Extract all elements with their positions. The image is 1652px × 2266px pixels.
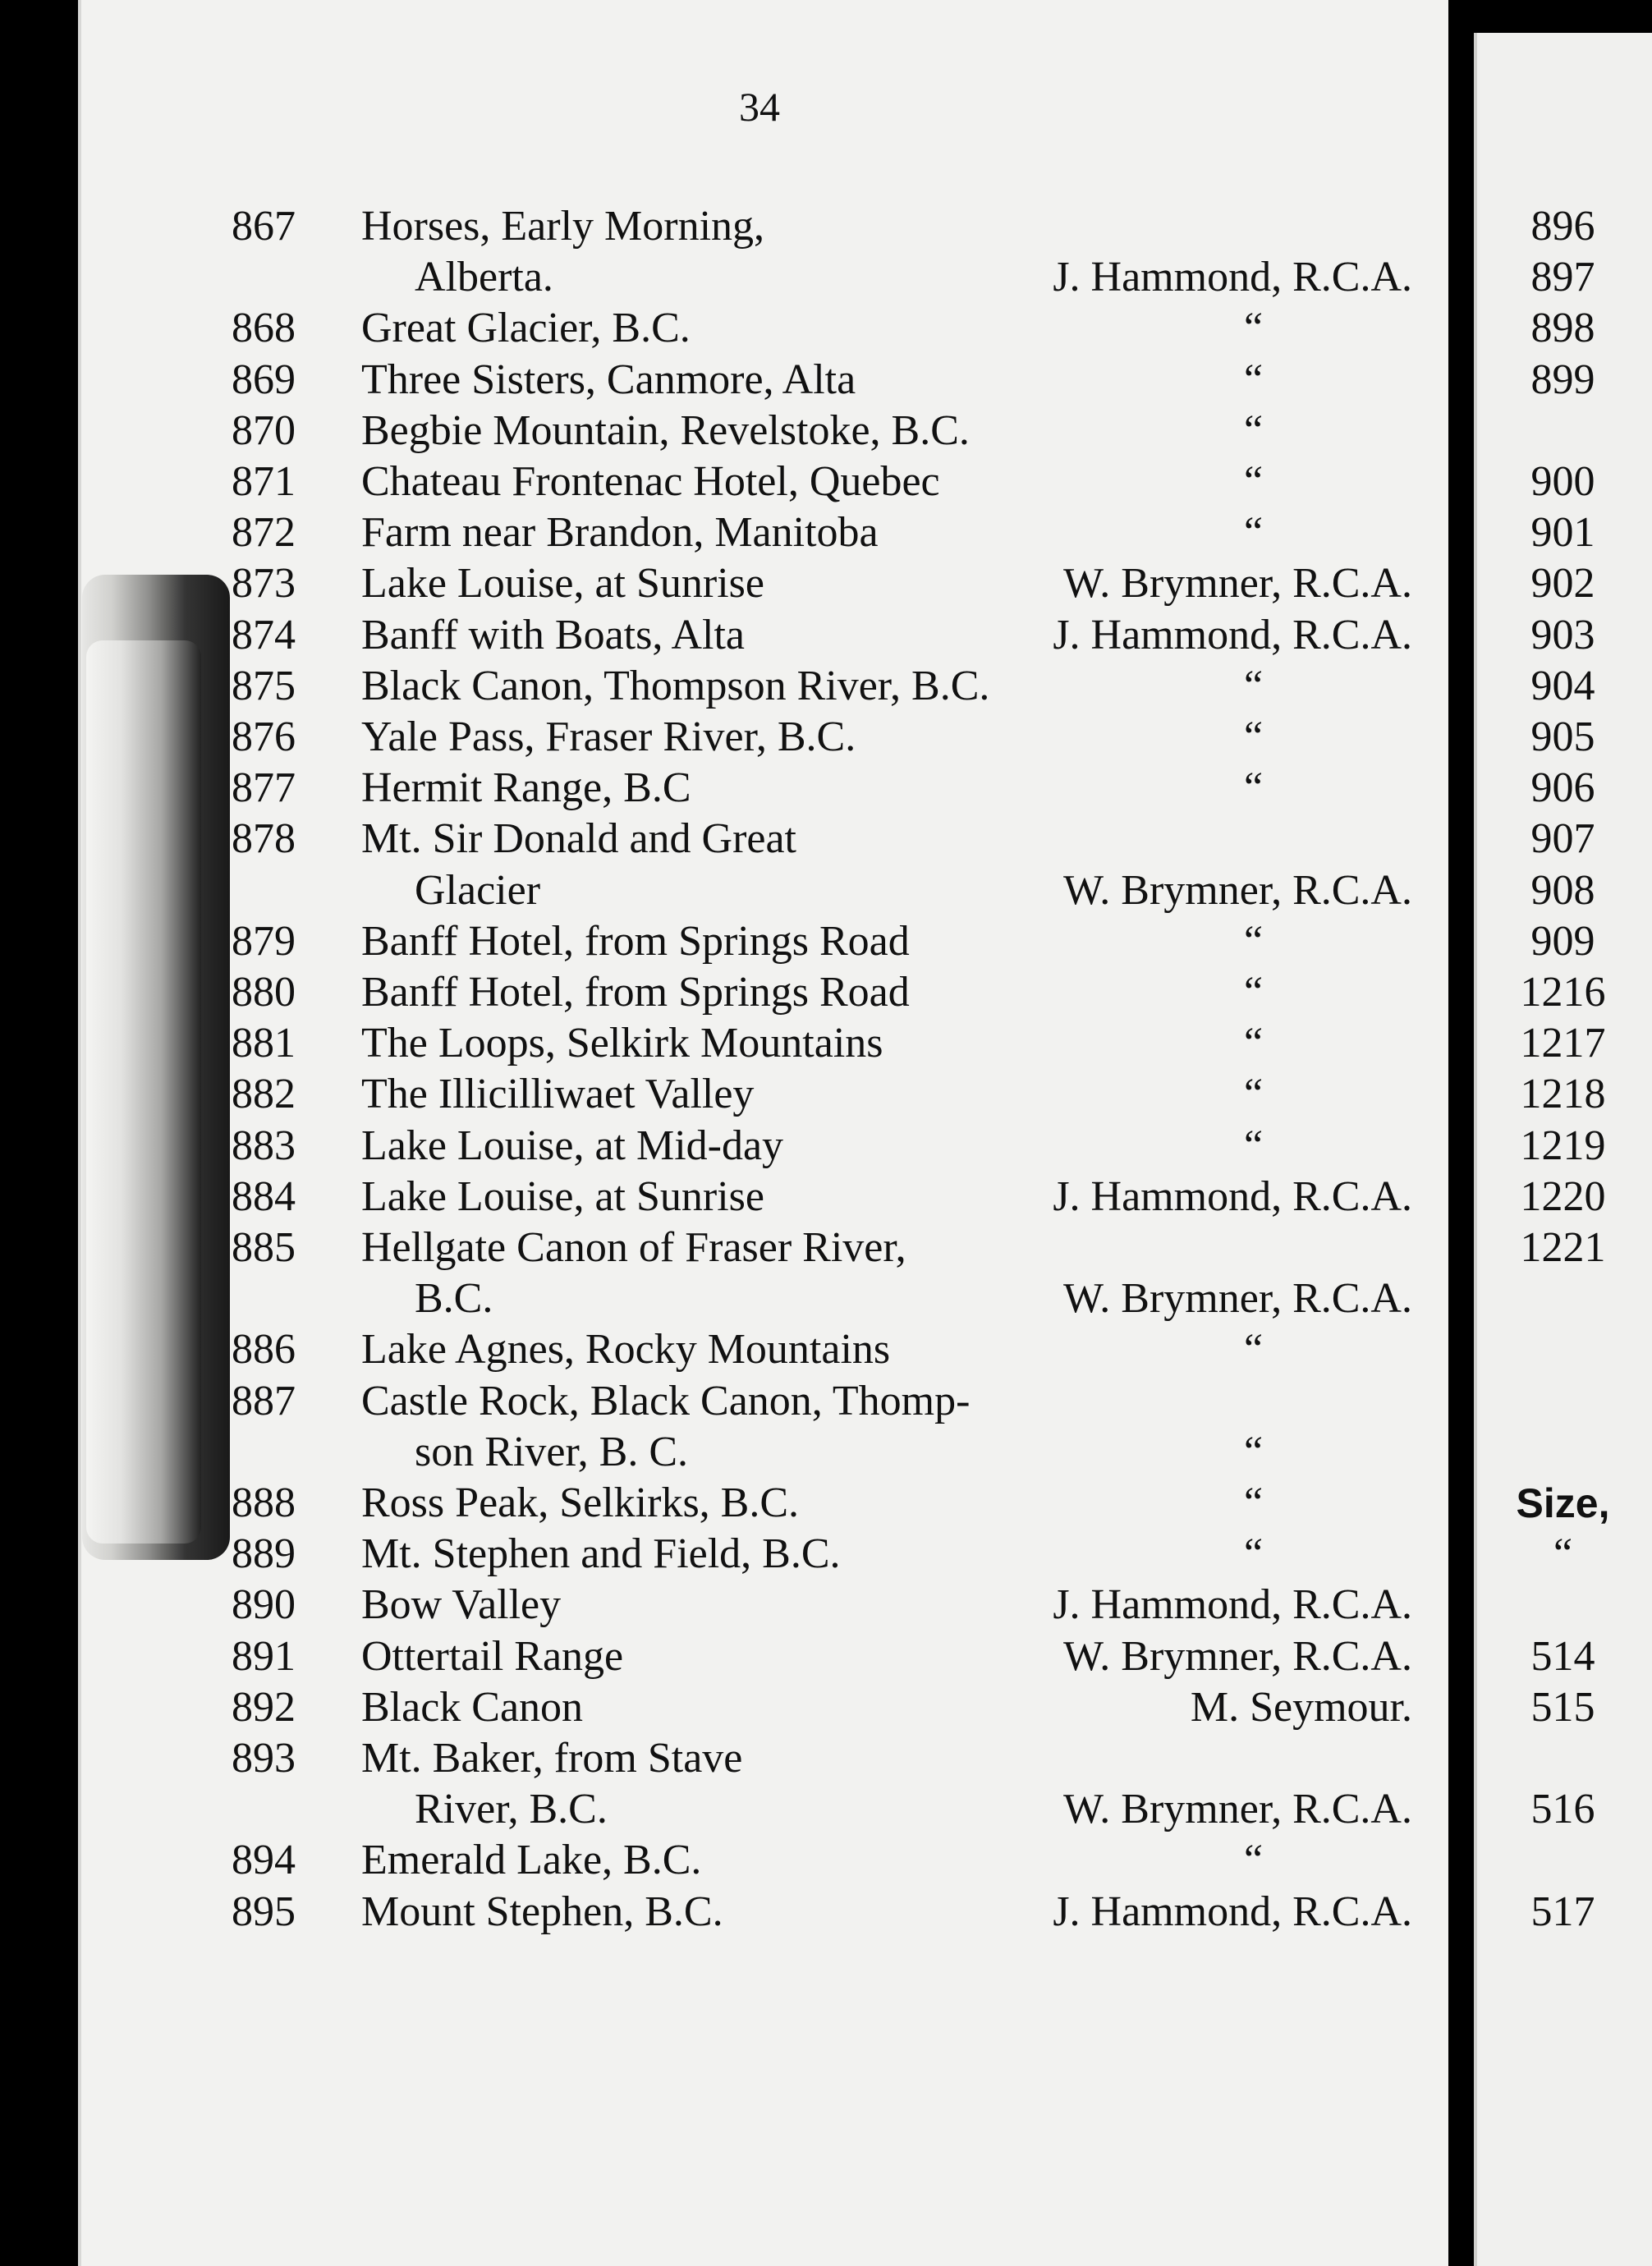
ditto-mark: “ <box>1244 713 1264 760</box>
right-size-heading: Size, <box>1516 1480 1610 1526</box>
entry-row <box>0 1784 1445 1835</box>
entry-artist: J. Hammond, R.C.A. <box>1053 611 1412 658</box>
ditto-mark: “ <box>1244 458 1264 505</box>
right-number <box>1474 1324 1652 1375</box>
entry-row <box>0 1529 1445 1580</box>
entry-number: 891 <box>232 1632 296 1680</box>
entry-row <box>0 1172 1445 1222</box>
ditto-mark: “ <box>1244 764 1264 812</box>
ditto-mark: “ <box>1244 1837 1264 1884</box>
entry-number: 895 <box>232 1888 296 1935</box>
ditto-mark: “ <box>1244 1326 1264 1374</box>
entry-artist: W. Brymner, R.C.A. <box>1063 1786 1412 1833</box>
entry-title: Hermit Range, B.C <box>361 764 691 812</box>
right-number <box>1474 1273 1652 1324</box>
entry-number: 894 <box>232 1837 296 1884</box>
entry-row <box>0 1682 1445 1733</box>
entry-artist: W. Brymner, R.C.A. <box>1063 560 1412 608</box>
entry-title: Mt. Baker, from Stave <box>361 1735 743 1782</box>
entry-title: Black Canon <box>361 1683 584 1731</box>
right-number: 517 <box>1530 1888 1595 1935</box>
ditto-mark: “ <box>1244 1479 1264 1526</box>
entry-number: 872 <box>232 509 296 557</box>
entry-number: 881 <box>232 1020 296 1067</box>
entry-title: B.C. <box>415 1275 493 1323</box>
entry-artist: M. Seymour. <box>1190 1683 1412 1731</box>
entry-artist: W. Brymner, R.C.A. <box>1063 866 1412 914</box>
entry-row <box>0 355 1445 406</box>
right-number: 903 <box>1530 611 1595 658</box>
entry-row <box>0 406 1445 456</box>
entry-title: The Loops, Selkirk Mountains <box>361 1020 883 1067</box>
entry-number: 867 <box>232 203 296 250</box>
entry-row <box>0 763 1445 814</box>
entry-title: Glacier <box>415 866 541 914</box>
entry-row <box>0 507 1445 558</box>
entry-number: 883 <box>232 1122 296 1169</box>
entry-title: son River, B. C. <box>415 1428 689 1475</box>
entry-title: Castle Rock, Black Canon, Thomp- <box>361 1377 971 1424</box>
entry-number: 884 <box>232 1172 296 1220</box>
ditto-mark: “ <box>1244 509 1264 557</box>
entry-row <box>0 1222 1445 1273</box>
entry-title: Begbie Mountain, Revelstoke, B.C. <box>361 406 970 454</box>
entry-number: 879 <box>232 917 296 965</box>
right-number: 907 <box>1530 815 1595 863</box>
entry-row <box>0 814 1445 865</box>
entry-row <box>0 967 1445 1018</box>
right-number <box>1474 1580 1652 1631</box>
ditto-mark: “ <box>1244 1530 1264 1578</box>
entry-row <box>0 456 1445 507</box>
entry-number: 893 <box>232 1735 296 1782</box>
entry-title: The Illicilliwaet Valley <box>361 1071 755 1118</box>
entry-artist: J. Hammond, R.C.A. <box>1053 1581 1412 1629</box>
entry-row <box>0 1478 1445 1529</box>
right-number: 909 <box>1530 917 1595 965</box>
right-number: 899 <box>1530 355 1595 403</box>
entry-number: 878 <box>232 815 296 863</box>
entry-number: 871 <box>232 458 296 505</box>
entry-title: Mt. Sir Donald and Great <box>361 815 797 863</box>
entry-title: Mt. Stephen and Field, B.C. <box>361 1530 841 1578</box>
entry-title: Hellgate Canon of Fraser River, <box>361 1224 906 1271</box>
right-number <box>1474 1427 1652 1478</box>
ditto-mark: “ <box>1244 969 1264 1016</box>
right-number: 1221 <box>1520 1224 1606 1271</box>
entry-title: Emerald Lake, B.C. <box>361 1837 702 1884</box>
entry-title: Ross Peak, Selkirks, B.C. <box>361 1479 800 1526</box>
entry-title: Great Glacier, B.C. <box>361 305 691 352</box>
entry-title: Lake Louise, at Sunrise <box>361 560 764 608</box>
entry-artist: J. Hammond, R.C.A. <box>1053 1888 1412 1935</box>
ditto-mark: “ <box>1244 1122 1264 1169</box>
entry-number: 874 <box>232 611 296 658</box>
entry-title: Three Sisters, Canmore, Alta <box>361 355 856 403</box>
entry-title: Horses, Early Morning, <box>361 203 765 250</box>
entry-row <box>0 303 1445 354</box>
right-number: 902 <box>1530 560 1595 608</box>
entry-title: Banff Hotel, from Springs Road <box>361 917 910 965</box>
entry-row <box>0 1887 1445 1938</box>
entry-row <box>0 712 1445 763</box>
entry-number: 888 <box>232 1479 296 1526</box>
right-number <box>1474 1376 1652 1427</box>
ditto-mark: “ <box>1244 1428 1264 1475</box>
entry-number: 890 <box>232 1581 296 1629</box>
right-number: 515 <box>1530 1683 1595 1731</box>
ditto-mark: “ <box>1244 406 1264 454</box>
ditto-mark: “ <box>1244 1071 1264 1118</box>
entry-number: 887 <box>232 1377 296 1424</box>
entry-row <box>0 1018 1445 1069</box>
entry-number: 868 <box>232 305 296 352</box>
right-number: 516 <box>1530 1786 1595 1833</box>
entry-row <box>0 1733 1445 1784</box>
entry-title: Ottertail Range <box>361 1632 624 1680</box>
entry-row <box>0 1273 1445 1324</box>
right-number: 905 <box>1530 713 1595 760</box>
entry-number: 877 <box>232 764 296 812</box>
entry-title: Yale Pass, Fraser River, B.C. <box>361 713 856 760</box>
entry-title: Banff Hotel, from Springs Road <box>361 969 910 1016</box>
entry-number: 869 <box>232 355 296 403</box>
right-number: 1220 <box>1520 1172 1606 1220</box>
page-number: 34 <box>739 84 780 130</box>
entry-row <box>0 1835 1445 1886</box>
right-number: 514 <box>1530 1632 1595 1680</box>
entry-number: 885 <box>232 1224 296 1271</box>
entry-title: Bow Valley <box>361 1581 562 1629</box>
entry-row <box>0 558 1445 609</box>
entry-row <box>0 1376 1445 1427</box>
entry-title: Banff with Boats, Alta <box>361 611 746 658</box>
entry-title: Farm near Brandon, Manitoba <box>361 509 879 557</box>
right-number: 896 <box>1530 203 1595 250</box>
right-number: 908 <box>1530 866 1595 914</box>
right-number: 900 <box>1530 458 1595 505</box>
ditto-mark: “ <box>1244 355 1264 403</box>
entry-number: 892 <box>232 1683 296 1731</box>
right-number: 1217 <box>1520 1020 1606 1067</box>
entry-row <box>0 1069 1445 1120</box>
entry-row <box>0 1121 1445 1172</box>
ditto-mark: “ <box>1244 917 1264 965</box>
entry-number: 886 <box>232 1326 296 1374</box>
right-number <box>1474 1835 1652 1886</box>
entry-number: 875 <box>232 662 296 709</box>
entry-row <box>0 1631 1445 1682</box>
entry-number: 882 <box>232 1071 296 1118</box>
entry-title: Lake Louise, at Sunrise <box>361 1172 764 1220</box>
entry-number: 870 <box>232 406 296 454</box>
entry-title: Lake Agnes, Rocky Mountains <box>361 1326 891 1374</box>
entry-title: Mount Stephen, B.C. <box>361 1888 723 1935</box>
entry-artist: J. Hammond, R.C.A. <box>1053 1172 1412 1220</box>
ditto-mark: “ <box>1244 662 1264 709</box>
entry-title: Lake Louise, at Mid-day <box>361 1122 784 1169</box>
right-number: 1219 <box>1520 1122 1606 1169</box>
entry-title: Alberta. <box>415 254 553 301</box>
right-number: 898 <box>1530 305 1595 352</box>
entry-title: Black Canon, Thompson River, B.C. <box>361 662 990 709</box>
entry-number: 889 <box>232 1530 296 1578</box>
right-number: 1218 <box>1520 1071 1606 1118</box>
entry-row <box>0 661 1445 712</box>
right-number: 901 <box>1530 509 1595 557</box>
entry-number: 873 <box>232 560 296 608</box>
entry-artist: W. Brymner, R.C.A. <box>1063 1275 1412 1323</box>
entry-row <box>0 865 1445 916</box>
right-number <box>1474 406 1652 456</box>
entry-row <box>0 1580 1445 1631</box>
entry-row <box>0 252 1445 303</box>
right-number <box>1474 1733 1652 1784</box>
entry-row <box>0 201 1445 252</box>
entry-number: 880 <box>232 969 296 1016</box>
entry-title: Chateau Frontenac Hotel, Quebec <box>361 458 940 505</box>
right-number: 897 <box>1530 254 1595 301</box>
right-number: 904 <box>1530 662 1595 709</box>
entry-artist: J. Hammond, R.C.A. <box>1053 254 1412 301</box>
entry-title: River, B.C. <box>415 1786 608 1833</box>
entry-row <box>0 610 1445 661</box>
right-number: 1216 <box>1520 969 1606 1016</box>
ditto-mark: “ <box>1244 1020 1264 1067</box>
right-number: 906 <box>1530 764 1595 812</box>
entry-number: 876 <box>232 713 296 760</box>
ditto-mark: “ <box>1244 305 1264 352</box>
entry-row <box>0 916 1445 967</box>
entry-artist: W. Brymner, R.C.A. <box>1063 1632 1412 1680</box>
entry-row <box>0 1324 1445 1375</box>
right-number: “ <box>1553 1530 1573 1578</box>
entry-row <box>0 1427 1445 1478</box>
